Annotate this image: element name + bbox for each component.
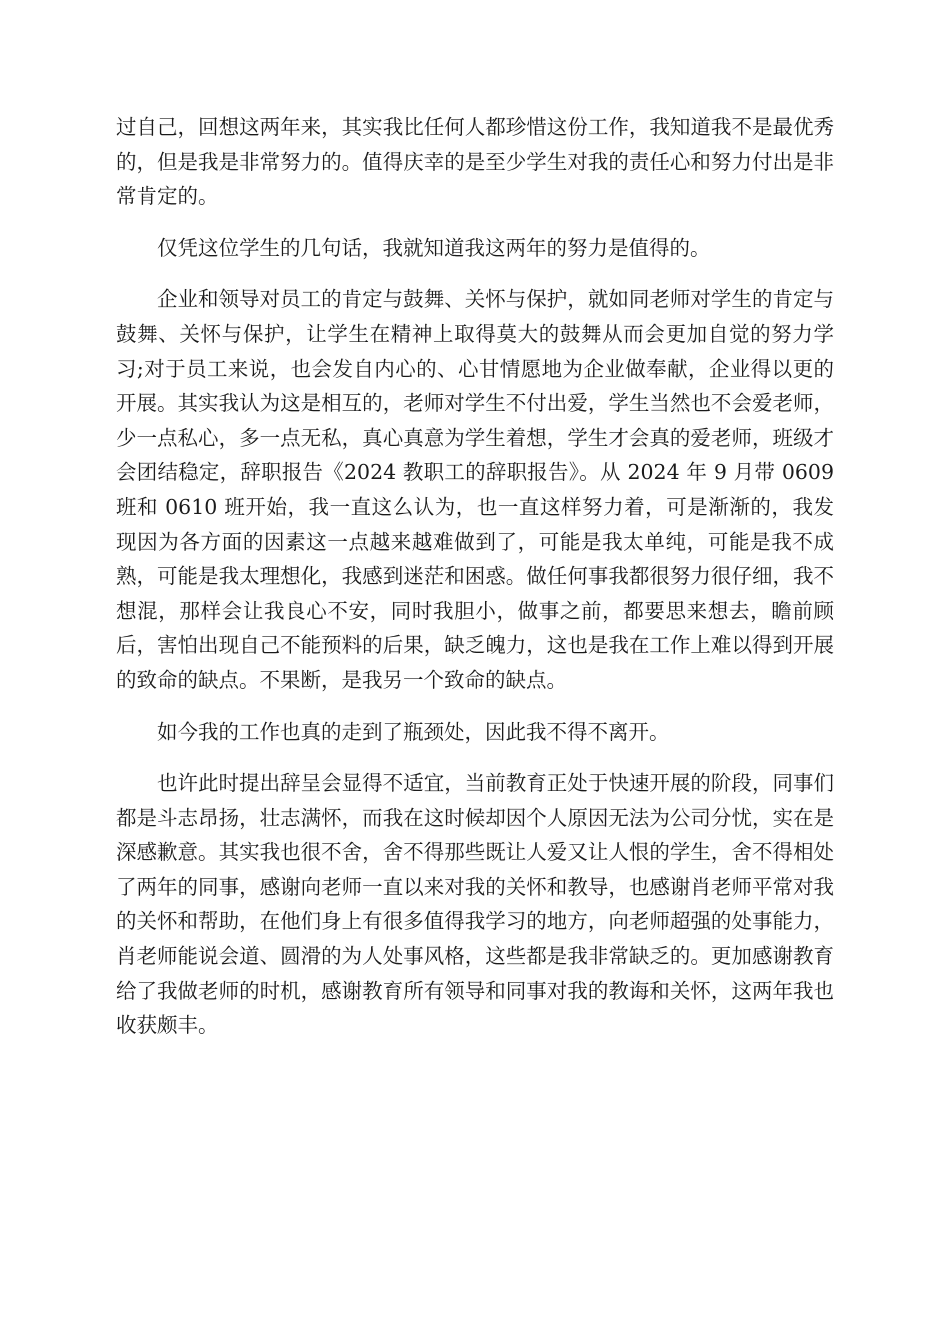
paragraph: 仅凭这位学生的几句话，我就知道我这两年的努力是值得的。 <box>157 235 711 260</box>
paragraph: 如今我的工作也真的走到了瓶颈处，因此我不得不离开。 <box>157 719 670 744</box>
document-body <box>116 110 834 1060</box>
paragraph: 也许此时提出辞呈会显得不适宜，当前教育正处于快速开展的阶段，同事们都是斗志昂扬，壮志满怀，而我在这时候却因个人原因无法为公司分忧，实在是深感歉意。其实我也很不舍，舍不得那些既让人爱又让人恨的学生，舍不得相处了两年的同事，感谢向老师一直以来对我的关怀和教导，也感谢肖老师平常对我的关怀和帮助，在他们身上有很多值得我学习的地方，向老师超强的处事能力，肖老师能说会道、圆滑的为人处事风格，这些都是我非常缺乏的。更加感谢教育给了我做老师的时机，感谢教育所有领导和同事对我的教诲和关怀，这两年我也收获颇丰。 <box>116 771 834 1038</box>
paragraph: 企业和领导对员工的肯定与鼓舞、关怀与保护，就如同老师对学生的肯定与鼓舞、关怀与保护，让学生在精神上取得莫大的鼓舞从而会更加自觉的努力学习;对于员工来说，也会发自内心的、心甘情愿地为企业做奉献，企业得以更的开展。其实我认为这是相互的，老师对学生不付出爱，学生当然也不会爱老师，少一点私心，多一点无私，真心真意为学生着想，学生才会真的爱老师，班级才会团结稳定，辞职报告《2024 教职工的辞职报告》。从 2024 年 9 月带 0609 班和 0610 班开始，我一直这么认为，也一直这样努力着，可是渐渐的，我发现因为各方面的因素这一点越来越难做到了，可能是我太单纯，可能是我不成熟，可能是我太理想化，我感到迷茫和困惑。做任何事我都很努力很仔细，我不想混，那样会让我良心不安，同时我胆小，做事之前，都要思来想去，瞻前顾后，害怕出现自己不能预料的后果，缺乏魄力，这也是我在工作上难以得到开展的致命的缺点。不果断，是我另一个致命的缺点。 <box>116 287 834 692</box>
paragraph-continuation: 过自己，回想这两年来，其实我比任何人都珍惜这份工作，我知道我不是最优秀的，但是我是非常努力的。值得庆幸的是至少学生对我的责任心和努力付出是非常肯定的。 <box>116 115 834 209</box>
